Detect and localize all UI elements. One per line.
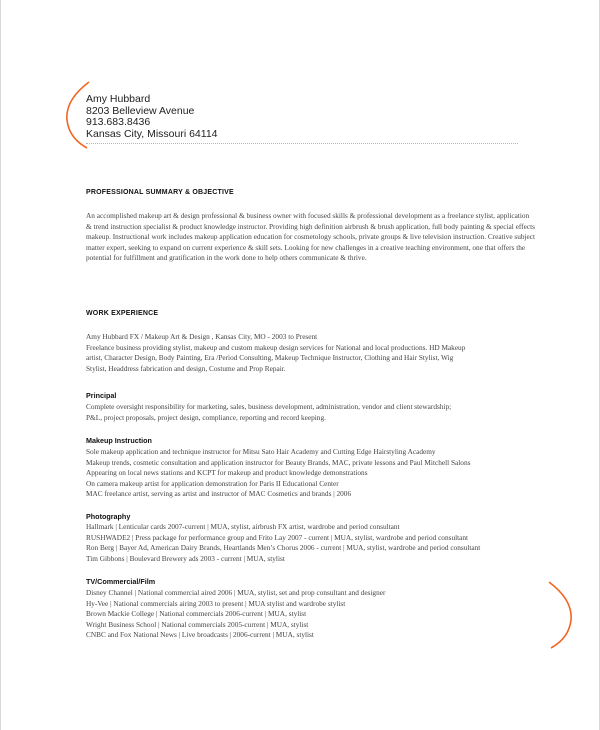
summary-heading: PROFESSIONAL SUMMARY & OBJECTIVE <box>86 189 234 196</box>
makeup-instruction-line: Sole makeup application and technique instructor for Mitsu Sato Hair Academy and Cutting Edge Hairstyling Academy <box>86 447 436 456</box>
makeup-instruction-line: Appearing on local news stations and KCPT for makeup and product knowledge demonstrations <box>86 468 368 477</box>
orange-arc-decoration-bottom <box>541 580 581 650</box>
photography-lines <box>86 522 546 564</box>
tv-line: Hy-Vee | National commercials airing 2003 to present | MUA stylist and wardrobe stylist <box>86 598 346 608</box>
photography-line: RUSHWADE2 | Press package for performance group and Frito Lay 2007 - current | MUA, stylist, wardrobe and period consultant <box>86 532 469 542</box>
work-intro-line: Stylist, Headdress fabrication and design, Costume and Prop Repair. <box>86 363 286 373</box>
summary-text: An accomplished makeup art & design professional & business owner with focused skills & professional development as a freelance stylist, application & trend instruction specialist & product knowledge instructor. Providing high definition airbrush & brush application, full body painting & special effects makeup. Instructional work includes makeup application education for cosmetology schools, private groups & live television instruction. Creative subject matter expert, seeking to expand on current experience & skill sets. Looking for new challenges in a creative teaching environment, one that offers the potential for fulfillment and gratification in the work done to help others communicate & thrive. <box>86 211 536 262</box>
work-intro-line: artist, Character Design, Body Painting, Era /Period Consulting, Makeup Technique Instructor, Clothing and Hair Stylist, Wig <box>86 353 454 362</box>
makeup-instruction-lines <box>86 447 546 500</box>
principal-line: Complete oversight responsibility for marketing, sales, business development, administration, vendor and client stewardship; <box>86 402 452 411</box>
work-intro-line: Amy Hubbard FX / Makeup Art & Design , Kansas City, MO - 2003 to Present <box>86 332 318 341</box>
contact-street: 8203 Belleview Avenue <box>86 104 195 117</box>
contact-name: Amy Hubbard <box>86 93 151 105</box>
work-intro-line: Freelance business providing stylist, makeup and custom makeup design services for National and local productions. HD Makeup <box>86 342 466 352</box>
tv-line: CNBC and Fox National News | Live broadcasts | 2006-current | MUA, stylist <box>86 630 314 639</box>
makeup-instruction-line: On camera makeup artist for application demonstration for Paris II Educational Center <box>86 478 339 488</box>
contact-phone: 913.683.8436 <box>86 116 151 128</box>
makeup-instruction-line: MAC freelance artist, serving as artist and instructor of MAC Cosmetics and brands | 2006 <box>86 489 352 498</box>
header-divider <box>86 143 518 144</box>
tv-line: Brown Mackie College | National commercials 2006-current | MUA, stylist <box>86 609 307 618</box>
photography-heading: Photography <box>86 512 131 521</box>
work-intro <box>86 332 546 374</box>
principal-line: P&L, project proposals, project design, compliance, reporting and record keeping. <box>86 412 326 422</box>
principal-lines <box>86 402 546 423</box>
photography-line: Ron Berg | Bayer Ad, American Dairy Brands, Heartlands Men’s Chorus 2006 - current | MUA, stylist, wardrobe and period consultant <box>86 543 481 552</box>
tv-line: Disney Channel | National commercial aired 2006 | MUA, stylist, set and prop consultant and designer <box>86 588 386 597</box>
makeup-instruction-heading: Makeup Instruction <box>86 436 152 445</box>
photography-line: Hallmark | Lenticular cards 2007-current | MUA, stylist, airbrush FX artist, wardrobe and period consultant <box>86 522 400 531</box>
principal-heading: Principal <box>86 391 117 400</box>
tv-heading: TV/Commercial/Film <box>86 577 156 586</box>
contact-block <box>86 94 218 140</box>
photography-line: Tim Gibbons | Boulevard Brewery ads 2003 - current | MUA, stylist <box>86 553 285 563</box>
contact-city: Kansas City, Missouri 64114 <box>86 127 218 140</box>
tv-lines <box>86 588 546 641</box>
makeup-instruction-line: Makeup trends, cosmetic consultation and application instructor for Beauty Brands, MAC, private lessons and Paul Mitchell Salons <box>86 457 471 467</box>
tv-line: Wright Business School | National commercials 2005-current | MUA, stylist <box>86 619 309 629</box>
work-heading: WORK EXPERIENCE <box>86 310 159 317</box>
